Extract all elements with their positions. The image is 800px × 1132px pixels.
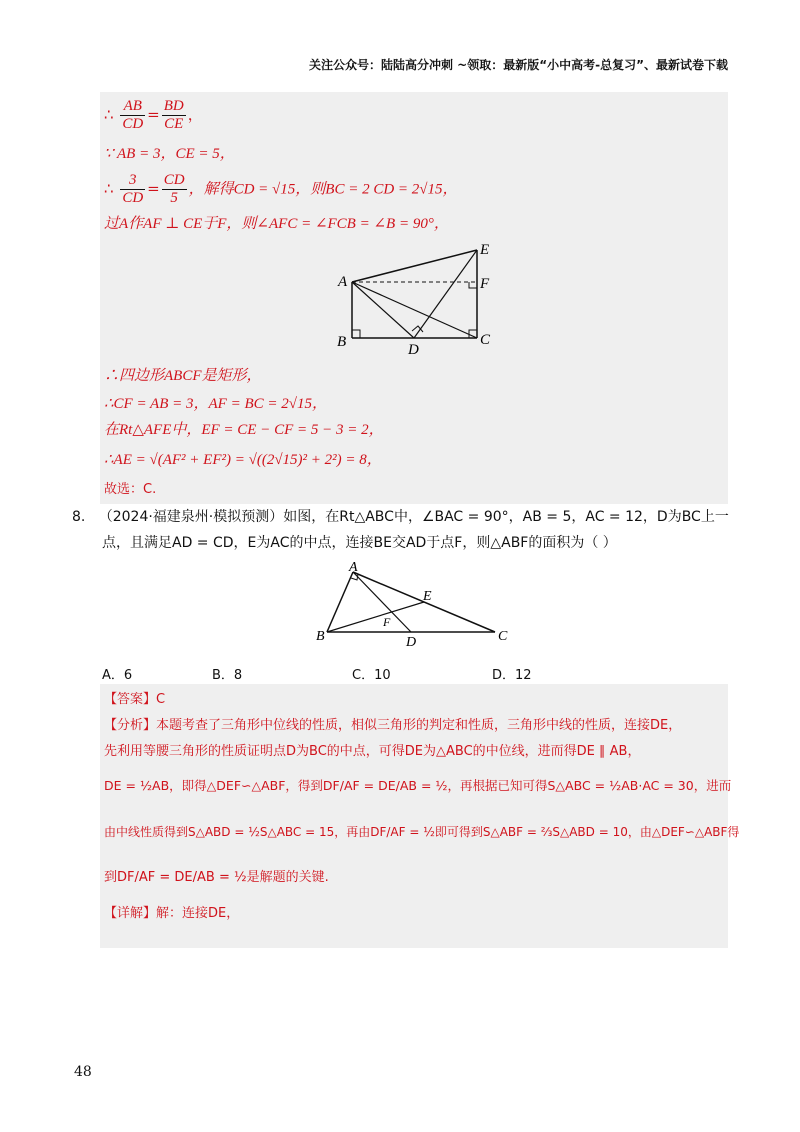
option-c: C．10 bbox=[352, 668, 391, 683]
fraction: $\frac{3}{CD}$ bbox=[122, 172, 144, 206]
label-F: F bbox=[383, 615, 391, 629]
fraction: $\frac{CD}{5}$ bbox=[163, 172, 185, 206]
label-C: C bbox=[498, 629, 508, 644]
label-E: E bbox=[423, 589, 432, 604]
question-8-line1: 8. （2024·福建泉州·模拟预测）如图，在Rt△ABC中，∠BAC = 90°，AB = 5，AC = 12，D为BC上一 bbox=[72, 509, 729, 525]
label-D: D bbox=[406, 635, 417, 650]
option-a: A．6 bbox=[102, 668, 133, 683]
sol7-line5: ∴四边形ABCF是矩形， bbox=[104, 368, 262, 384]
sol8-analysis-4: 由中线性质得到S△ABD = ½S△ABC = 15，再由DF/AF = ½即可得到S△ABF = ⅔S△ABD = 10，由△DEF∽△ABF得 bbox=[104, 825, 740, 839]
sol8-analysis-2: 先利用等腰三角形的性质证明点D为BC的中点，可得DE为△ABC的中位线，进而得DE ∥ AB， bbox=[104, 744, 641, 759]
label-C: C bbox=[480, 332, 491, 348]
option-b: B．8 bbox=[212, 668, 243, 683]
label-D: D bbox=[408, 342, 419, 358]
sol7-line7: 在Rt△AFE中，EF = CE − CF = 5 − 3 = 2， bbox=[104, 422, 384, 438]
sol7-line3: ∴ $\frac{3}{CD}$ = $\frac{CD}{5}$ ，解得CD = √15，则BC = 2 CD = 2√15， bbox=[104, 172, 458, 206]
sol8-analysis-3: DE = ½AB，即得△DEF∽△ABF，得到DF/AF = DE/AB = ½，再根据已知可得S△ABC = ½AB·AC = 30，进而 bbox=[104, 778, 732, 793]
label-B: B bbox=[316, 629, 325, 644]
figure-q8-geometry bbox=[315, 560, 515, 650]
option-d: D．12 bbox=[492, 668, 532, 683]
sol8-analysis-1: 【分析】本题考查了三角形中位线的性质，相似三角形的判定和性质，三角形中线的性质，连接DE， bbox=[104, 718, 682, 733]
fraction: $\frac{BD}{CE}$ bbox=[163, 98, 184, 132]
label-B: B bbox=[337, 334, 347, 350]
sol8-analysis-5: 到DF/AF = DE/AB = ½是解题的关键. bbox=[104, 870, 329, 885]
sol7-line8: ∴AE = √(AF² + EF²) = √((2√15)² + 2²) = 8， bbox=[104, 452, 382, 468]
sol7-line2: ∵ AB = 3，CE = 5， bbox=[104, 146, 235, 162]
page-header: 关注公众号：陆陆高分冲刺 ~领取：最新版“小中高考-总复习”、最新试卷下载 bbox=[309, 58, 728, 72]
sol7-line1: ∴ $\frac{AB}{CD}$ = $\frac{BD}{CE}$ ， bbox=[104, 98, 203, 132]
sol8-detail: 【详解】解：连接DE， bbox=[104, 906, 240, 921]
sol8-answer: 【答案】C bbox=[104, 692, 166, 707]
sol7-line6: ∴CF = AB = 3，AF = BC = 2√15， bbox=[104, 396, 327, 412]
sol7-line9: 故选：C. bbox=[104, 482, 157, 497]
label-A: A bbox=[349, 560, 358, 575]
sol7-line4: 过A作AF ⊥ CE于F，则∠AFC = ∠FCB = ∠B = 90°， bbox=[104, 216, 449, 232]
page-number: 48 bbox=[74, 1064, 92, 1080]
label-A: A bbox=[338, 274, 348, 290]
figure-q7-geometry bbox=[332, 238, 502, 358]
label-F: F bbox=[480, 276, 490, 292]
question-8-line2: 点，且满足AD = CD，E为AC的中点，连接BE交AD于点F，则△ABF的面积为（ ） bbox=[102, 535, 617, 551]
label-E: E bbox=[480, 242, 490, 258]
fraction: $\frac{AB}{CD}$ bbox=[122, 98, 144, 132]
